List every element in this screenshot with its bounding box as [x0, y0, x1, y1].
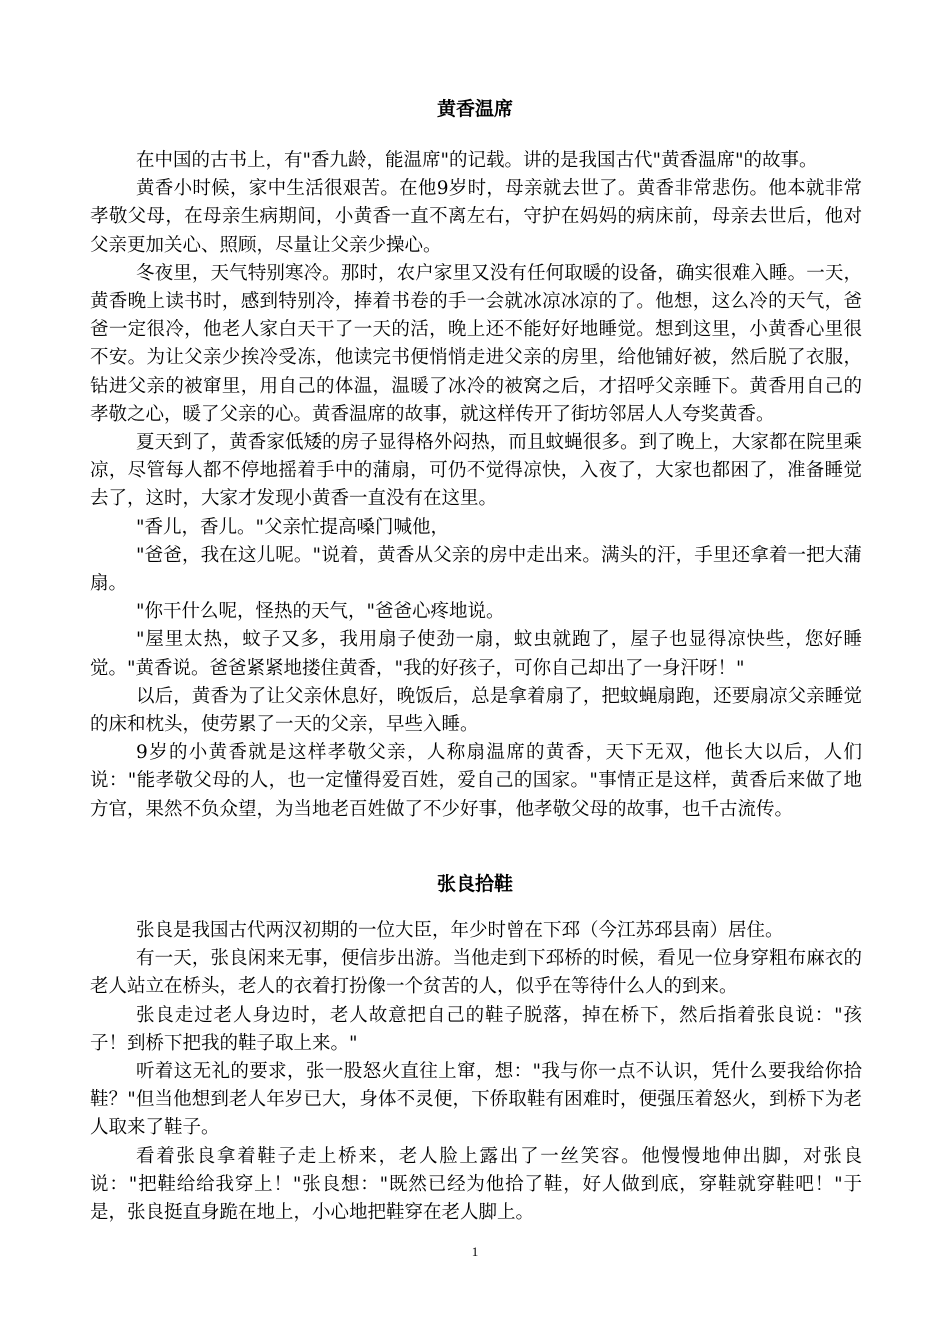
paragraph: 冬夜里，天气特别寒冷。那时，农户家里又没有任何取暖的设备，确实很难入睡。一天，黄香晚上读书时，感到特别冷，捧着书卷的手一会就冰凉冰凉的了。他想，这么冷的天气，爸爸一定很冷，他老人家白天干了一天的活，晚上还不能好好地睡觉。想到这里，小黄香心里很不安。为让父亲少挨冷受冻，他读完书便悄悄走进父亲的房里，给他铺好被，然后脱了衣服，钻进父亲的被窜里，用自己的体温，温暖了冰冷的被窝之后，才招呼父亲睡下。黄香用自己的孝敬之心，暖了父亲的心。黄香温席的故事，就这样传开了街坊邻居人人夸奖黄香。 [90, 262, 862, 425]
paragraph: "屋里太热，蚊子又多，我用扇子使劲一扇，蚊虫就跑了，屋子也显得凉快些，您好睡觉。"黄香说。爸爸紧紧地搂住黄香，"我的好孩子，可你自己却出了一身汗呀！" [90, 629, 862, 679]
story-title-zhangliang: 张良拾鞋 [436, 873, 513, 895]
paragraph: 看着张良拿着鞋子走上桥来，老人脸上露出了一丝笑容。他慢慢地伸出脚，对张良说："把鞋给给我穿上！"张良想："既然已经为他拾了鞋，好人做到底，穿鞋就穿鞋吧！"于是，张良挺直身跪在地上，小心地把鞋穿在老人脚上。 [90, 1145, 862, 1224]
paragraph: 在中国的古书上，有"香九龄，能温席"的记载。讲的是我国古代"黄香温席"的故事。 [136, 150, 818, 171]
paragraph: 听着这无礼的要求，张一股怒火直往上窜，想："我与你一点不认识，凭什么要我给你拾鞋？"但当他想到老人年岁已大，身体不灵便，下侨取鞋有困难时，便强压着怒火，到桥下为老人取来了鞋子。 [90, 1061, 862, 1139]
paragraph: "你干什么呢，怪热的天气，"爸爸心疼地说。 [136, 601, 505, 623]
paragraph: "爸爸，我在这儿呢。"说着，黄香从父亲的房中走出来。满头的汗，手里还拿着一把大蒲扇。 [90, 544, 862, 595]
paragraph: 张良走过老人身边时，老人故意把自己的鞋子脱落，掉在桥下，然后指着张良说："孩子！到桥下把我的鞋子取上来。" [90, 1004, 862, 1054]
story-title-huangxiang: 黄香温席 [436, 98, 513, 120]
paragraph: 夏天到了，黄香家低矮的房子显得格外闷热，而且蚊蝇很多。到了晚上，大家都在院里乘凉，尽管每人都不停地摇着手中的蒲扇，可仍不觉得凉快，入夜了，大家也都困了，准备睡觉去了，这时，大家才发现小黄香一直没有在这里。 [90, 432, 862, 510]
story-body-zhangliang [90, 917, 862, 1227]
paragraph: 张良是我国古代两汉初期的一位大臣，年少时曾在下邳（今江苏邳县南）居住。 [136, 920, 784, 941]
paragraph: "香儿，香儿。"父亲忙提高嗓门喊他， [136, 516, 450, 538]
paragraph: 9岁的小黄香就是这样孝敬父亲，人称扇温席的黄香，天下无双，他长大以后，人们说："能孝敬父母的人，也一定懂得爱百姓，爱自己的国家。"事情正是这样，黄香后来做了地方官，果然不负众望，为当地老百姓做了不少好事，他孝敬父母的故事，也千古流传。 [90, 742, 862, 820]
page-number: 1 [471, 1244, 479, 1259]
story-body-huangxiang [90, 147, 862, 824]
paragraph: 以后，黄香为了让父亲休息好，晚饭后，总是拿着扇了，把蚊蝇扇跑，还要扇凉父亲睡觉的床和枕头，使劳累了一天的父亲，早些入睡。 [90, 685, 862, 736]
paragraph: 有一天，张良闲来无事，便信步出游。当他走到下邳桥的时候，看见一位身穿粗布麻衣的老人站立在桥头，老人的衣着打扮像一个贫苦的人，似乎在等待什么人的到来。 [90, 948, 862, 998]
paragraph: 黄香小时候，家中生活很艰苦。在他9岁时，母亲就去世了。黄香非常悲伤。他本就非常孝敬父母，在母亲生病期间，小黄香一直不离左右，守护在妈妈的病床前，母亲去世后，他对父亲更加关心、照顾，尽量让父亲少操心。 [90, 178, 862, 256]
